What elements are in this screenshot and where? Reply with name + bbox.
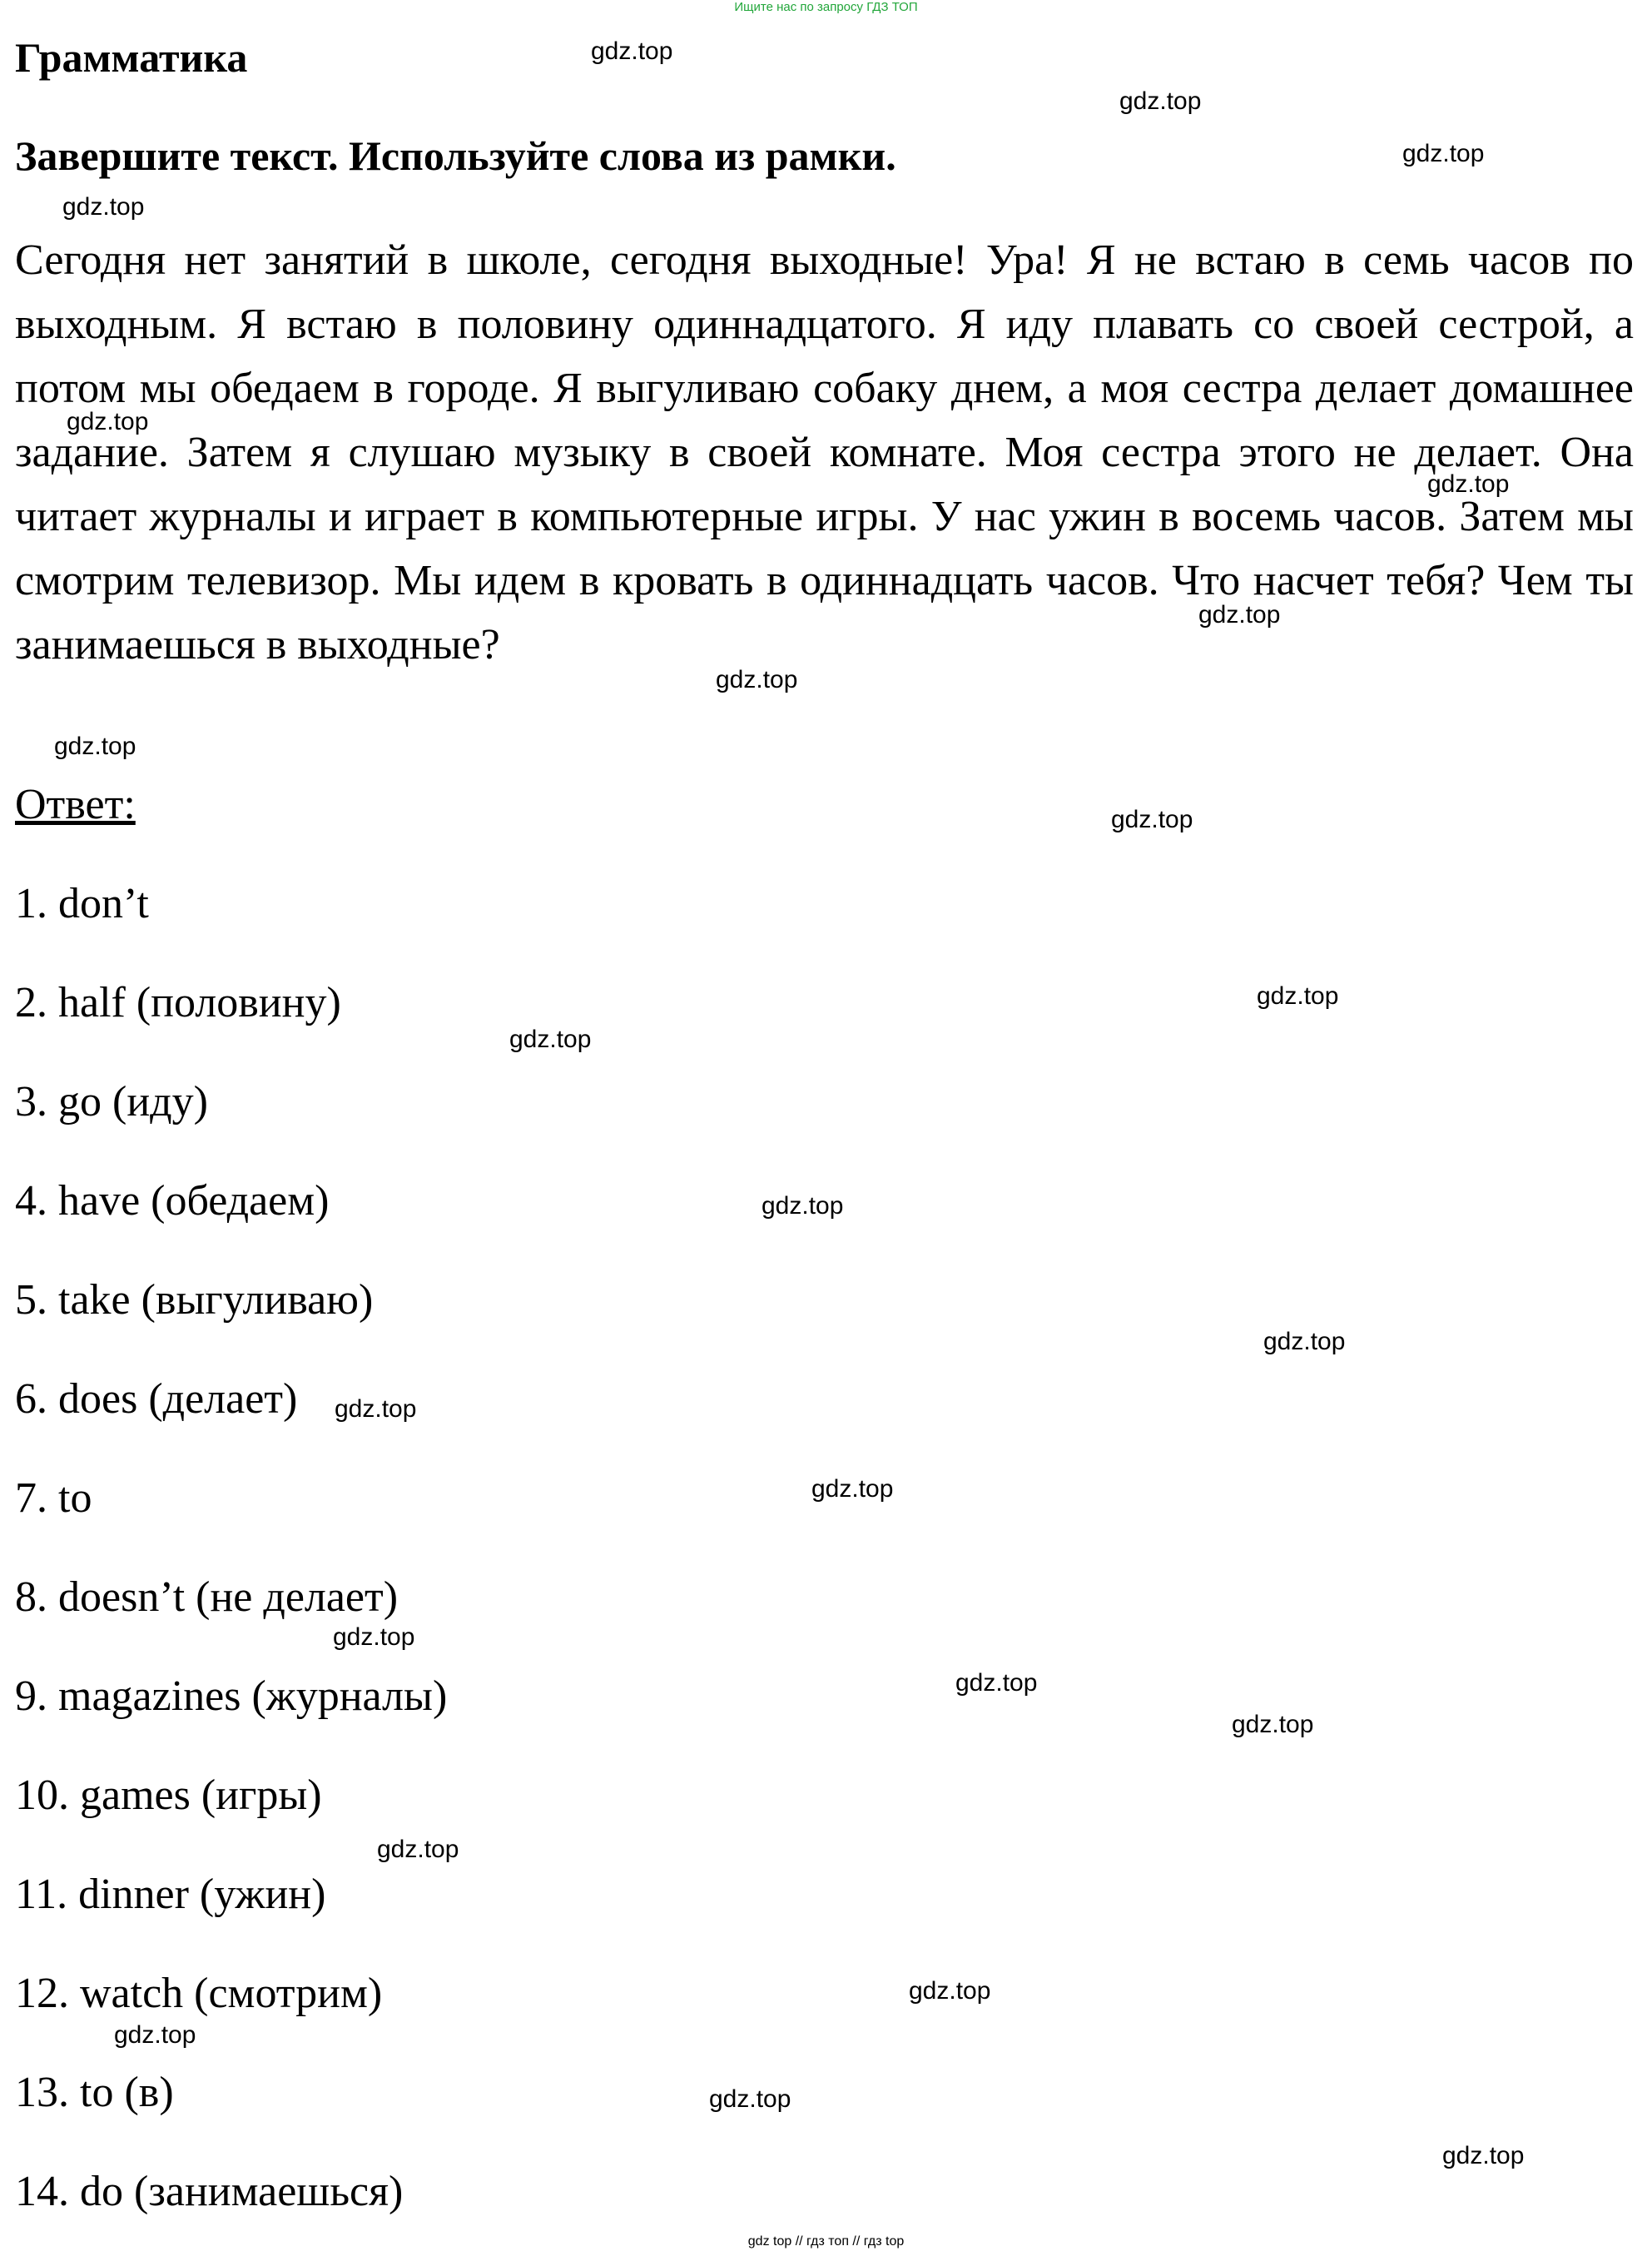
answer-item: 8. doesn’t (не делает) xyxy=(15,1573,399,1621)
answer-item: 3. go (иду) xyxy=(15,1078,208,1126)
footer-watermark: gdz top // гдз топ // гдз top xyxy=(747,2234,905,2249)
watermark: gdz.top xyxy=(1111,806,1193,833)
watermark: gdz.top xyxy=(709,2085,791,2113)
watermark: gdz.top xyxy=(591,37,673,65)
watermark: gdz.top xyxy=(509,1026,592,1053)
answer-item: 6. does (делает) xyxy=(15,1375,298,1423)
answer-item: 2. half (половину) xyxy=(15,979,341,1026)
answer-list xyxy=(15,874,447,2261)
watermark: gdz.top xyxy=(335,1395,417,1423)
watermark: gdz.top xyxy=(377,1836,459,1863)
watermark: gdz.top xyxy=(762,1192,844,1220)
watermark: gdz.top xyxy=(1442,2142,1525,2169)
answer-item: 4. have (обедаем) xyxy=(15,1177,330,1225)
watermark: gdz.top xyxy=(955,1669,1038,1697)
watermark: gdz.top xyxy=(1198,601,1281,629)
watermark: gdz.top xyxy=(333,1623,415,1651)
watermark: gdz.top xyxy=(1402,140,1485,167)
answer-item: 7. to xyxy=(15,1474,92,1522)
watermark: gdz.top xyxy=(54,733,136,760)
watermark: gdz.top xyxy=(811,1475,894,1503)
answer-item: 12. watch (смотрим) xyxy=(15,1970,383,2017)
watermark: gdz.top xyxy=(1427,470,1510,498)
answer-item: 1. don’t xyxy=(15,880,149,927)
watermark: gdz.top xyxy=(67,408,149,435)
watermark: gdz.top xyxy=(62,193,145,221)
page-title: Грамматика xyxy=(15,34,248,81)
answer-item: 14. do (занимаешься) xyxy=(15,2168,404,2215)
answer-label: Ответ: xyxy=(15,781,136,828)
watermark: gdz.top xyxy=(909,1977,991,2005)
watermark: gdz.top xyxy=(1119,87,1202,115)
answer-item: 13. to (в) xyxy=(15,2069,174,2116)
answer-item: 9. magazines (журналы) xyxy=(15,1672,448,1720)
task-instruction: Завершите текст. Используйте слова из рамки. xyxy=(15,132,896,179)
watermark: gdz.top xyxy=(1232,1711,1314,1738)
answer-item: 5. take (выгуливаю) xyxy=(15,1276,374,1324)
answer-item: 11. dinner (ужин) xyxy=(15,1871,326,1918)
answer-item: 10. games (игры) xyxy=(15,1772,322,1819)
watermark: gdz.top xyxy=(716,666,798,693)
watermark: gdz.top xyxy=(1263,1328,1346,1355)
search-banner: Ищите нас по запросу ГДЗ ТОП xyxy=(734,0,918,14)
watermark: gdz.top xyxy=(114,2021,196,2049)
watermark: gdz.top xyxy=(1257,982,1339,1010)
task-text: Сегодня нет занятий в школе, сегодня выходные! Ура! Я не встаю в семь часов по выходным. Я встаю в половину одиннадцатого. Я иду плавать со своей сестрой, а потом мы обедаем в городе. Я выгуливаю собаку днем, а моя сестра делает домашнее задание. Затем я слушаю музыку в своей комнате. Моя сестра этого не делает. Она читает журналы и играет в компьютерные игры. У нас ужин в восемь часов. Затем мы смотрим телевизор. Мы идем в кровать в одиннадцать часов. Что насчет тебя? Чем ты занимаешься в выходные? xyxy=(15,236,1634,668)
